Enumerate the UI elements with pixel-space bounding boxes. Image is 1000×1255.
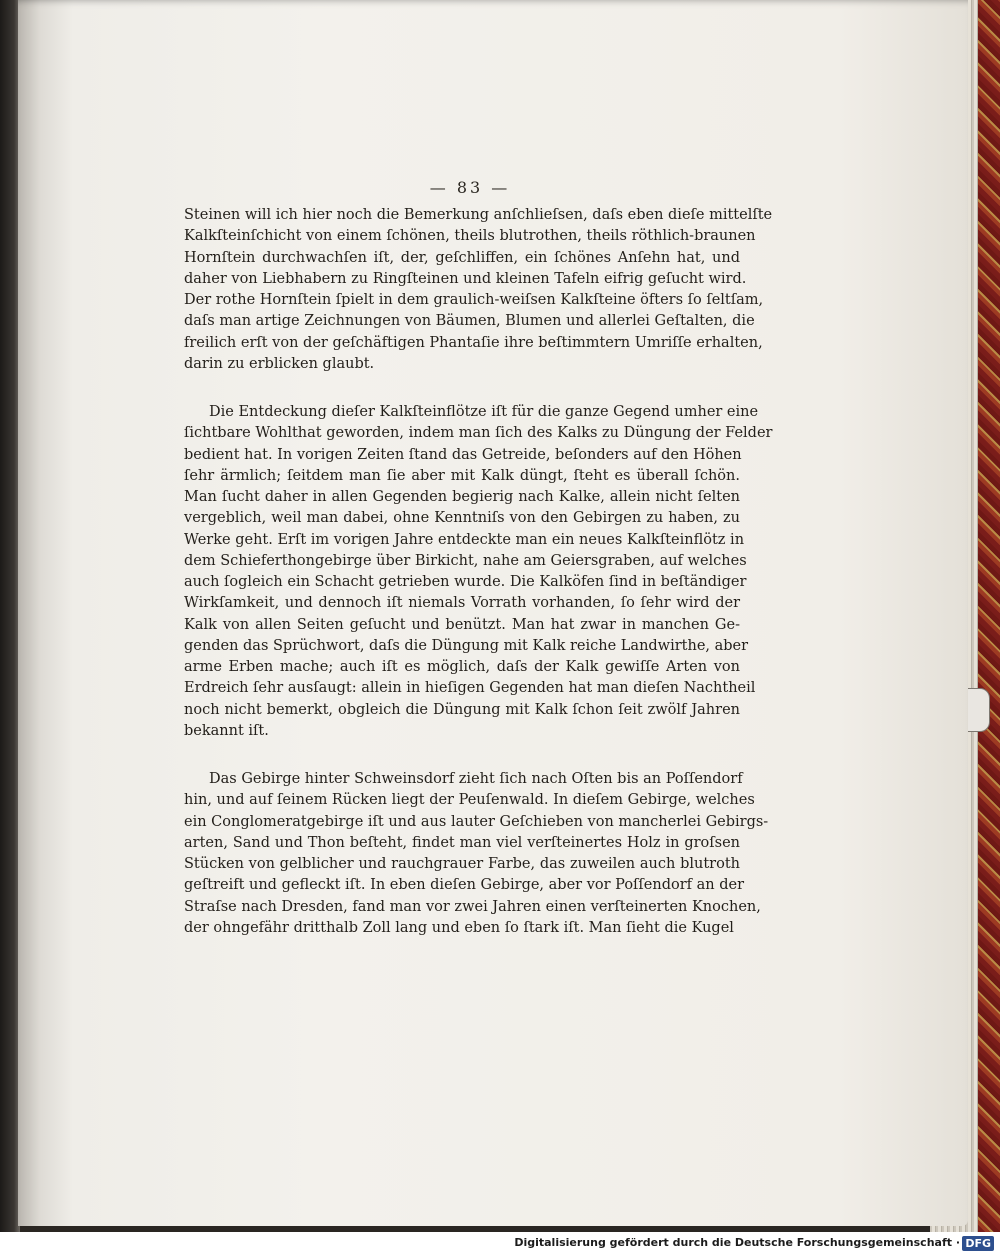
text-line: dem Schieferthongebirge über Birkicht, nahe am Geiersgraben, auf welches xyxy=(184,552,747,569)
text-line: ein Conglomeratgebirge iſt und aus lauter Geſchieben von mancherlei Gebirgs- xyxy=(184,813,769,830)
text-line: Werke geht. Erſt im vorigen Jahre entdeckte man ein neues Kalkſteinflötz in xyxy=(184,531,745,548)
text-line: hin, und auf ſeinem Rücken liegt der Peuſenwald. In dieſem Gebirge, welches xyxy=(184,792,755,809)
text-line: darin zu erblicken glaubt. xyxy=(184,355,375,372)
text-line: Hornſtein durchwachſen iſt, der, geſchliffen, ein ſchönes Anſehn hat, und xyxy=(184,249,740,266)
text-line: Stücken von gelblicher und rauchgrauer Farbe, das zuweilen auch blutroth xyxy=(184,856,740,872)
text-line: daſs man artige Zeichnungen von Bäumen, Blumen und allerlei Geſtalten, die xyxy=(184,313,755,330)
text-line: vergeblich, weil man dabei, ohne Kenntniſs von den Gebirgen zu haben, zu xyxy=(184,510,740,527)
text-line: Man ſucht daher in allen Gegenden begierig nach Kalke, allein nicht ſelten xyxy=(184,489,740,505)
text-line: der ohngefähr dritthalb Zoll lang und eben ſo ſtark iſt. Man ſieht die Kugel xyxy=(184,919,734,936)
page-text xyxy=(184,205,773,939)
text-line: auch ſogleich ein Schacht getrieben wurde. Die Kalköfen ſind in beſtändiger xyxy=(184,574,747,590)
paragraph xyxy=(184,205,773,375)
text-line: arten, Sand und Thon beſteht, findet man viel verſteinertes Holz in groſsen xyxy=(184,834,740,851)
paragraph-gap xyxy=(184,375,740,402)
text-line: Kalkſteinſchicht von einem ſchönen, theils blutrothen, theils röthlich-braunen xyxy=(184,228,756,245)
text-line: Wirkſamkeit, und dennoch iſt niemals Vorrath vorhanden, ſo ſehr wird der xyxy=(184,595,740,612)
text-line: genden das Sprüchwort, daſs die Düngung mit Kalk reiche Landwirthe, aber xyxy=(184,637,749,654)
text-line: Steinen will ich hier noch die Bemerkung anſchlieſsen, daſs eben dieſe mittelſte xyxy=(184,207,773,223)
text-line: bekannt iſt. xyxy=(184,722,269,739)
text-line: Das Gebirge hinter Schweinsdorf zieht ſich nach Oſten bis an Poſſendorf xyxy=(209,771,743,787)
text-line: Die Entdeckung dieſer Kalkſteinflötze iſt für die ganze Gegend umher eine xyxy=(209,404,759,420)
paragraph xyxy=(184,402,773,742)
footer-credit: Digitalisierung gefördert durch die Deutsche Forschungsgemeinschaft · xyxy=(514,1236,960,1249)
text-line: Erdreich ſehr ausſaugt: allein in hieſigen Gegenden hat man dieſen Nachtheil xyxy=(184,680,756,697)
dfg-logo: DFG xyxy=(962,1236,994,1251)
text-line: Kalk von allen Seiten geſucht und benützt. Man hat zwar in manchen Ge- xyxy=(184,616,740,633)
paragraph-gap xyxy=(184,742,740,769)
footer-bar xyxy=(0,1232,1000,1255)
text-line: ſichtbare Wohlthat geworden, indem man ſich des Kalks zu Düngung der Felder xyxy=(184,425,773,442)
text-line: arme Erben mache; auch iſt es möglich, daſs der Kalk gewiſſe Arten von xyxy=(184,659,740,675)
text-line: geſtreift und gefleckt iſt. In eben dieſen Gebirge, aber vor Poſſendorf an der xyxy=(184,877,745,894)
book-cover-edge xyxy=(978,0,1000,1232)
text-line: Straſse nach Dresden, fand man vor zwei Jahren einen verſteinerten Knochen, xyxy=(184,898,761,915)
text-line: bedient hat. In vorigen Zeiten ſtand das Getreide, beſonders auf den Höhen xyxy=(184,446,742,463)
text-line: noch nicht bemerkt, obgleich die Düngung mit Kalk ſchon ſeit zwölf Jahren xyxy=(184,701,740,718)
text-line: ſehr ärmlich; ſeitdem man ſie aber mit Kalk düngt, ſteht es überall ſchön. xyxy=(184,467,740,484)
text-line: daher von Liebhabern zu Ringſteinen und kleinen Tafeln eifrig geſucht wird. xyxy=(184,270,747,287)
page-number: — 83 — xyxy=(429,178,511,197)
text-line: Der rothe Hornſtein ſpielt in dem graulich-weiſsen Kalkſteine öfters ſo ſeltſam, xyxy=(184,292,764,308)
text-line: freilich erſt von der geſchäftigen Phantaſie ihre beſtimmtern Umriſſe erhalten, xyxy=(184,334,763,351)
paragraph xyxy=(184,769,769,939)
book-binding-left xyxy=(0,0,20,1232)
